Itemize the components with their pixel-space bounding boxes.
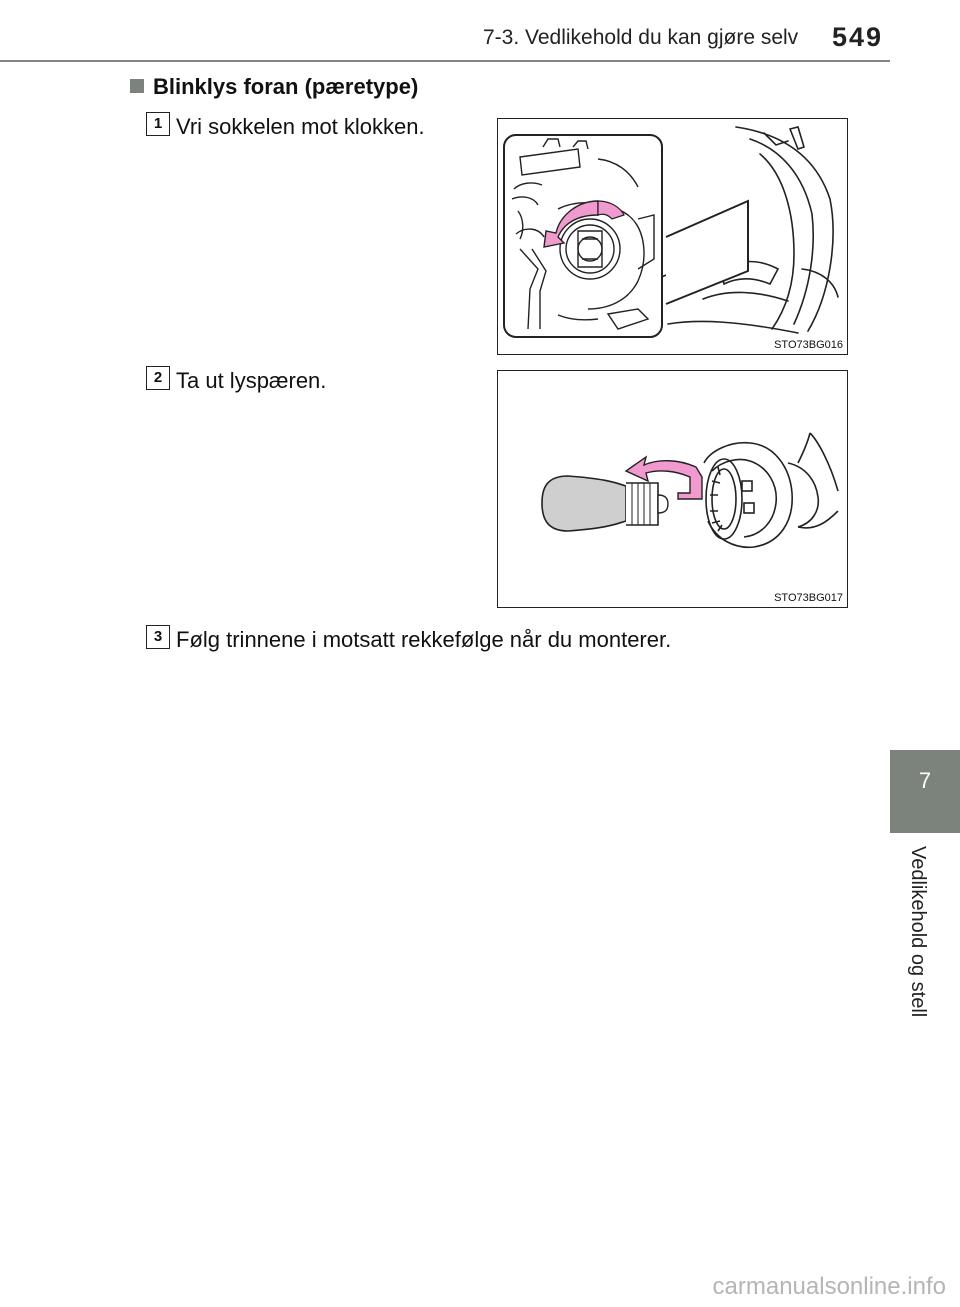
page-number: 549	[832, 22, 884, 52]
figure-code-1: STO73BG016	[774, 339, 843, 351]
chapter-label: Vedlikehold og stell	[907, 846, 929, 1018]
bulb-removal-illustration	[498, 371, 847, 607]
chapter-tab	[890, 750, 960, 833]
figure-code-2: STO73BG017	[774, 592, 843, 604]
section-heading	[130, 74, 418, 100]
header-rule	[0, 60, 890, 62]
page-header	[0, 0, 960, 62]
header-section-title: 7-3. Vedlikehold du kan gjøre selv	[483, 26, 799, 49]
step-3-badge: 3	[146, 625, 170, 649]
step-1-text: Vri sokkelen mot klokken.	[176, 114, 425, 139]
figure-bulb-removal	[497, 370, 848, 608]
chapter-number: 7	[918, 768, 932, 793]
step-3-text: Følg trinnene i motsatt rekkefølge når du monterer.	[176, 627, 672, 652]
step-2-badge: 2	[146, 366, 170, 390]
socket-rotation-illustration	[498, 119, 847, 354]
step-2-text: Ta ut lyspæren.	[176, 368, 327, 393]
step-1-badge: 1	[146, 112, 170, 136]
footer-watermark: carmanualsonline.info	[712, 1273, 946, 1300]
square-bullet-icon	[130, 79, 144, 93]
section-heading-text: Blinklys foran (pæretype)	[153, 74, 419, 99]
figure-socket-rotation	[497, 118, 848, 355]
